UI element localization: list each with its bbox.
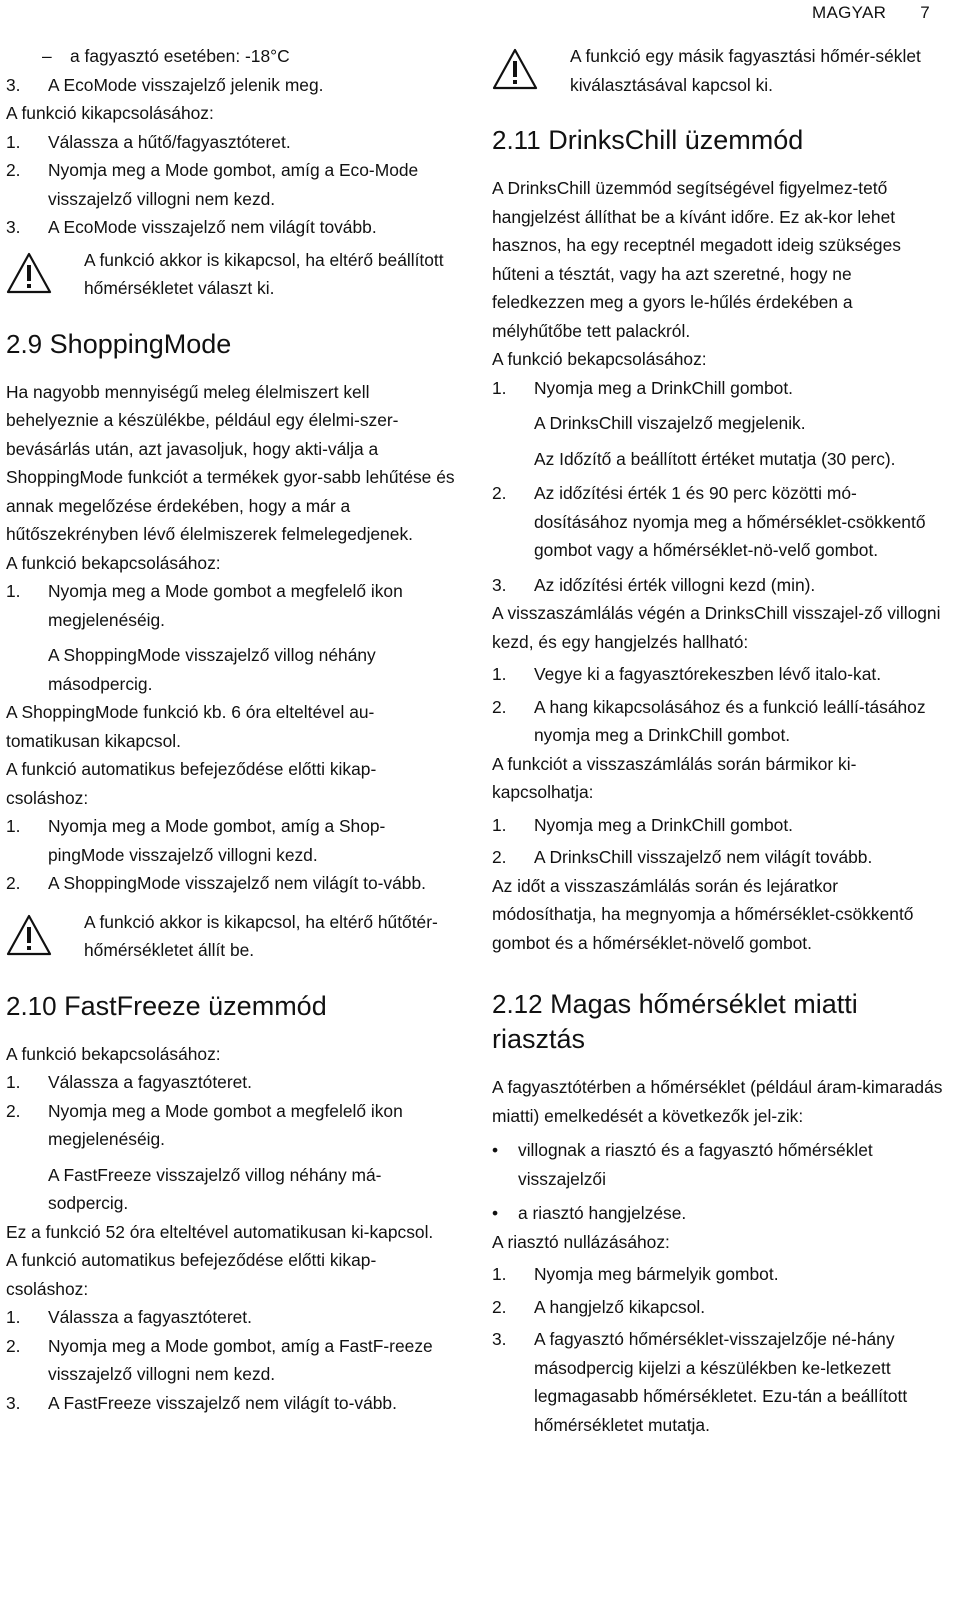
sub-paragraph: A FastFreeze visszajelző villog néhány má-sodpercig. [48,1164,382,1213]
bullet-item: • a riasztó hangjelzése. [492,1203,687,1223]
warning-note: A funkció akkor is kikapcsol, ha eltérő beállított hőmérsékletet választ ki. [6,246,458,303]
header-language: MAGYAR [812,3,887,22]
paragraph: A funkciót a visszaszámlálás során bármikor ki-kapcsolhatja: [492,753,857,802]
list-item: 3. Az időzítési érték villogni kezd (min). [492,574,816,595]
list-item: 3. A FastFreeze visszajelző nem világít to-vább. [6,1392,397,1413]
sub-paragraph: A DrinksChill viszajelző megjelenik. [534,413,806,433]
list-item: 3. A fagyasztó hőmérséklet-visszajelzője né-hány másodpercig kijelzi a készülékben ke-letkezett legmagasabb hőmérsékletet. Ezu-tán a beállított hőmérsékletet mutatja. [492,1329,908,1435]
sub-paragraph: Az Időzítő a beállított értéket mutatja (30 perc). [534,448,896,469]
list-item: 3. A EcoMode visszajelző jelenik meg. [6,74,324,95]
list-item: 1. Nyomja meg bármelyik gombot. [492,1264,779,1284]
section-heading: 2.12 Magas hőmérséklet miatti riasztás [492,989,858,1054]
warning-icon [492,42,570,99]
list-item: 2. A hangjelző kikapcsol. [492,1296,706,1317]
paragraph: A funkció bekapcsolásához: [6,552,221,573]
list-item: 2. Az időzítési érték 1 és 90 perc közötti mó-dosításához nyomja meg a hőmérséklet-csökkentő gombot vagy a hőmérséklet-nö-velő gombot. [492,483,926,560]
list-item: 2. Nyomja meg a Mode gombot, amíg a Eco-Mode visszajelző villogni nem kezd. [6,160,419,209]
list-item: 2. A DrinksChill visszajelző nem világít tovább. [492,847,873,867]
list-item: 2. A hang kikapcsolásához és a funkció leállí-tásához nyomja meg a DrinkChill gombot. [492,696,926,745]
section-heading: 2.11 DrinksChill üzemmód [492,125,804,155]
paragraph: A fagyasztótérben a hőmérséklet (például áram-kimaradás miatti) emelkedését a következők jel-zik: [492,1077,943,1126]
list-item: 1. Nyomja meg a Mode gombot a megfelelő ikon megjelenéséig. [6,581,403,630]
warning-note: A funkció akkor is kikapcsol, ha eltérő hűtőtér-hőmérsékletet állít be. [6,908,458,965]
list-item: 2. Nyomja meg a Mode gombot a megfelelő ikon megjelenéséig. [6,1100,403,1149]
paragraph: A funkció bekapcsolásához: [492,349,707,369]
list-item: 2. Nyomja meg a Mode gombot, amíg a FastF-reeze visszajelző villogni nem kezd. [6,1335,433,1384]
list-item: 1. Vegye ki a fagyasztórekeszben lévő italo-kat. [492,664,882,684]
list-item: 2. A ShoppingMode visszajelző nem világít to-vább. [6,873,426,893]
warning-note: A funkció egy másik fagyasztási hőmér-séklet kiválasztásával kapcsol ki. [492,42,944,99]
paragraph: A DrinksChill üzemmód segítségével figyelmez-tető hangjelzést állíthat be a kívánt időre. Ez ak-kor lehet hasznos, ha egy receptnél megadott ideig szükséges hűteni a tésztát, vagy ha azt szeretné, hogy ne feledkezzen meg a gyors le-hűlés érdekében a mélyhűtőbe tett palackról. [492,178,901,341]
page-header [812,0,930,26]
warning-icon [6,246,84,303]
list-item: 1. Válassza a fagyasztóteret. [6,1072,252,1092]
list-item: 1. Válassza a fagyasztóteret. [6,1307,252,1327]
paragraph: A ShoppingMode funkció kb. 6 óra elteltével au-tomatikusan kikapcsol. [6,702,375,751]
paragraph: A visszaszámlálás végén a DrinksChill visszajel-ző villogni kezd, és egy hangjelzés hallható: [492,603,941,652]
paragraph: Ha nagyobb mennyiségű meleg élelmiszert kell behelyeznie a készülékbe, például egy élelmi-szer-bevásárlás után, azt javasoljuk, hogy akti-válja a ShoppingMode funkciót a termékek gyor-sabb lehűtése és annak megelőzése érdekében, hogy a már a hűtőszekrényben lévő élelmiszerek felmelegedjenek. [6,381,455,544]
paragraph: A funkció kikapcsolásához: [6,103,214,123]
list-item: – a fagyasztó esetében: -18°C [42,46,290,66]
paragraph: A funkció automatikus befejeződése előtti kikap-csoláshoz: [6,1250,377,1299]
section-heading: 2.9 ShoppingMode [6,328,232,359]
paragraph: A funkció automatikus befejeződése előtti kikap-csoláshoz: [6,759,377,808]
paragraph: A funkció bekapcsolásához: [6,1043,221,1064]
left-column [6,42,458,1417]
list-item: 1. Válassza a hűtő/fagyasztóteret. [6,131,291,152]
paragraph: A riasztó nullázásához: [492,1231,670,1252]
right-column [492,42,944,1439]
list-item: 3. A EcoMode visszajelző nem világít tovább. [6,217,377,237]
page-number: 7 [920,3,930,22]
sub-paragraph: A ShoppingMode visszajelző villog néhány másodpercig. [48,645,376,694]
paragraph: Ez a funkció 52 óra elteltével automatikusan ki-kapcsol. [6,1221,434,1242]
list-item: 1. Nyomja meg a DrinkChill gombot. [492,377,794,398]
list-item: 1. Nyomja meg a Mode gombot, amíg a Shop-pingMode visszajelző villogni kezd. [6,816,386,865]
bullet-item: • villognak a riasztó és a fagyasztó hőmérséklet visszajelzői [492,1140,873,1189]
section-heading: 2.10 FastFreeze üzemmód [6,990,327,1021]
list-item: 1. Nyomja meg a DrinkChill gombot. [492,814,794,835]
paragraph: Az időt a visszaszámlálás során és lejáratkor módosíthatja, ha megnyomja a hőmérséklet-csökkentő gombot és a hőmérséklet-növelő gombot. [492,875,914,953]
warning-icon [6,908,84,965]
